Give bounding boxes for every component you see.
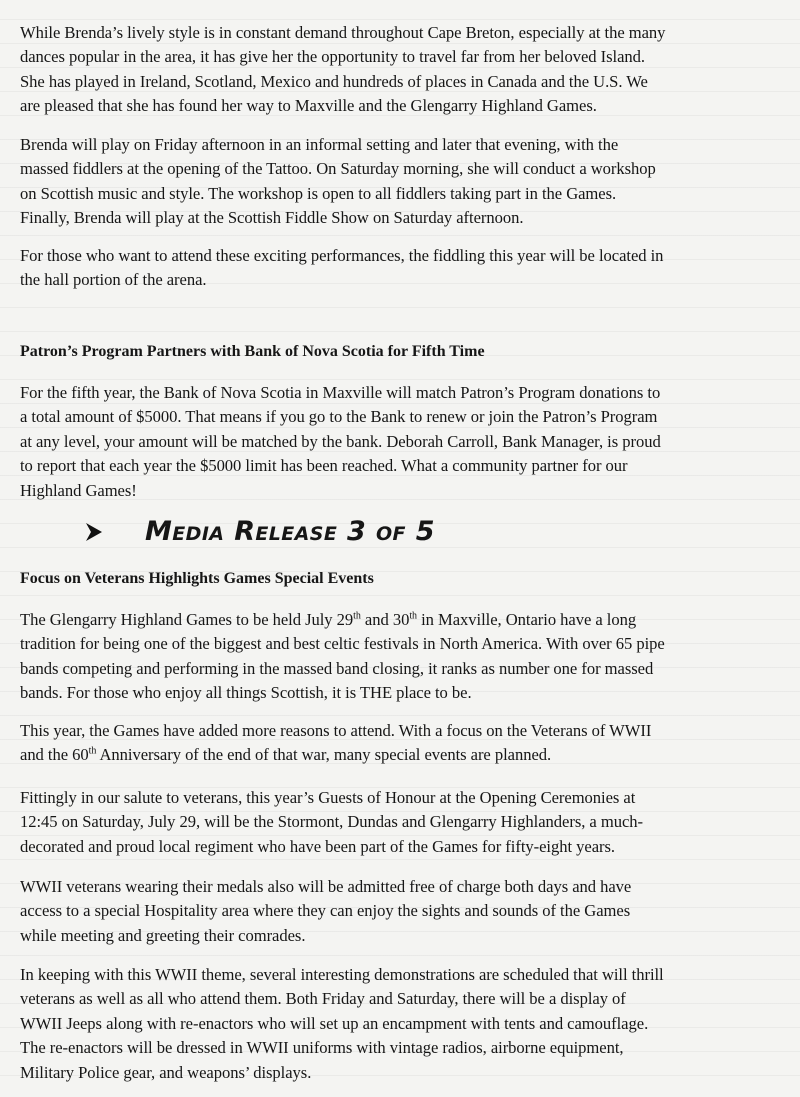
paragraph-demonstrations (20, 963, 788, 1085)
arrow-bullet-icon (85, 521, 103, 543)
text-line: and the 60th Anniversary of the end of that war, many special events are planned. (20, 745, 552, 765)
text-line: The Glengarry Highland Games to be held July 29th and 30th in Maxville, Ontario have a long (20, 610, 637, 629)
paragraph-bank-partner (20, 381, 788, 503)
text-line: a total amount of $5000. That means if you go to the Bank to renew or join the Patron’s Program (20, 407, 658, 427)
text-line: WWII Jeeps along with re-enactors who will set up an encampment with tents and camouflage. (20, 1013, 649, 1033)
media-release-banner (85, 512, 645, 552)
text-line: She has played in Ireland, Scotland, Mexico and hundreds of places in Canada and the U.S. We (20, 71, 648, 91)
text-line: on Scottish music and style. The workshop is open to all fiddlers taking part in the Games. (20, 183, 617, 203)
text-line: WWII veterans wearing their medals also will be admitted free of charge both days and have (20, 877, 632, 896)
text-line: In keeping with this WWII theme, several interesting demonstrations are scheduled that will thrill (20, 965, 664, 984)
paragraph-games-intro (20, 608, 788, 706)
text-line: For those who want to attend these exciting performances, the fiddling this year will be located in (20, 246, 664, 265)
media-release-title: Media Release 3 of 5 (145, 516, 435, 547)
heading-patron-program: Patron’s Program Partners with Bank of Nova Scotia for Fifth Time (20, 343, 485, 360)
paragraph-veterans-free (20, 875, 788, 948)
paragraph-fiddling-location (20, 244, 788, 293)
text-line: bands competing and performing in the massed band closing, it ranks as number one for massed (20, 658, 654, 678)
text-line: dances popular in the area, it has give her the opportunity to travel far from her beloved Island. (20, 47, 645, 67)
heading-focus-veterans: Focus on Veterans Highlights Games Special Events (20, 570, 374, 587)
paragraph-brenda-schedule (20, 133, 788, 231)
text-line: at any level, your amount will be matched by the bank. Deborah Carroll, Bank Manager, is proud (20, 431, 661, 451)
text-line: the hall portion of the arena. (20, 270, 207, 290)
text-line: For the fifth year, the Bank of Nova Scotia in Maxville will match Patron’s Program donations to (20, 383, 661, 402)
text-line: access to a special Hospitality area where they can enjoy the sights and sounds of the Games (20, 901, 631, 921)
text-line: while meeting and greeting their comrades. (20, 925, 306, 945)
text-line: veterans as well as all who attend them. Both Friday and Saturday, there will be a display of (20, 989, 626, 1009)
text-line: Military Police gear, and weapons’ displays. (20, 1062, 312, 1082)
text-line: Highland Games! (20, 480, 137, 500)
text-line: Fittingly in our salute to veterans, this year’s Guests of Honour at the Opening Ceremonies at (20, 788, 636, 807)
text-line: to report that each year the $5000 limit has been reached. What a community partner for our (20, 456, 628, 476)
text-line: 12:45 on Saturday, July 29, will be the Stormont, Dundas and Glengarry Highlanders, a much- (20, 812, 643, 832)
text-line: While Brenda’s lively style is in constant demand throughout Cape Breton, especially at the many (20, 23, 666, 42)
text-line: Finally, Brenda will play at the Scottish Fiddle Show on Saturday afternoon. (20, 208, 524, 228)
paragraph-more-reasons (20, 719, 788, 768)
text-line: The re-enactors will be dressed in WWII uniforms with vintage radios, airborne equipment, (20, 1038, 624, 1058)
text-line: decorated and proud local regiment who have been part of the Games for fifty-eight years. (20, 836, 615, 856)
text-line: Brenda will play on Friday afternoon in an informal setting and later that evening, with the (20, 135, 619, 154)
paragraph-brenda-style (20, 21, 788, 119)
text-line: are pleased that she has found her way to Maxville and the Glengarry Highland Games. (20, 96, 597, 116)
paragraph-guests-of-honour (20, 786, 788, 859)
text-line: massed fiddlers at the opening of the Tattoo. On Saturday morning, she will conduct a workshop (20, 159, 656, 179)
text-line: This year, the Games have added more reasons to attend. With a focus on the Veterans of WWII (20, 721, 652, 740)
text-line: bands. For those who enjoy all things Scottish, it is THE place to be. (20, 683, 472, 703)
text-line: tradition for being one of the biggest and best celtic festivals in North America. With over 65 pipe (20, 634, 665, 654)
